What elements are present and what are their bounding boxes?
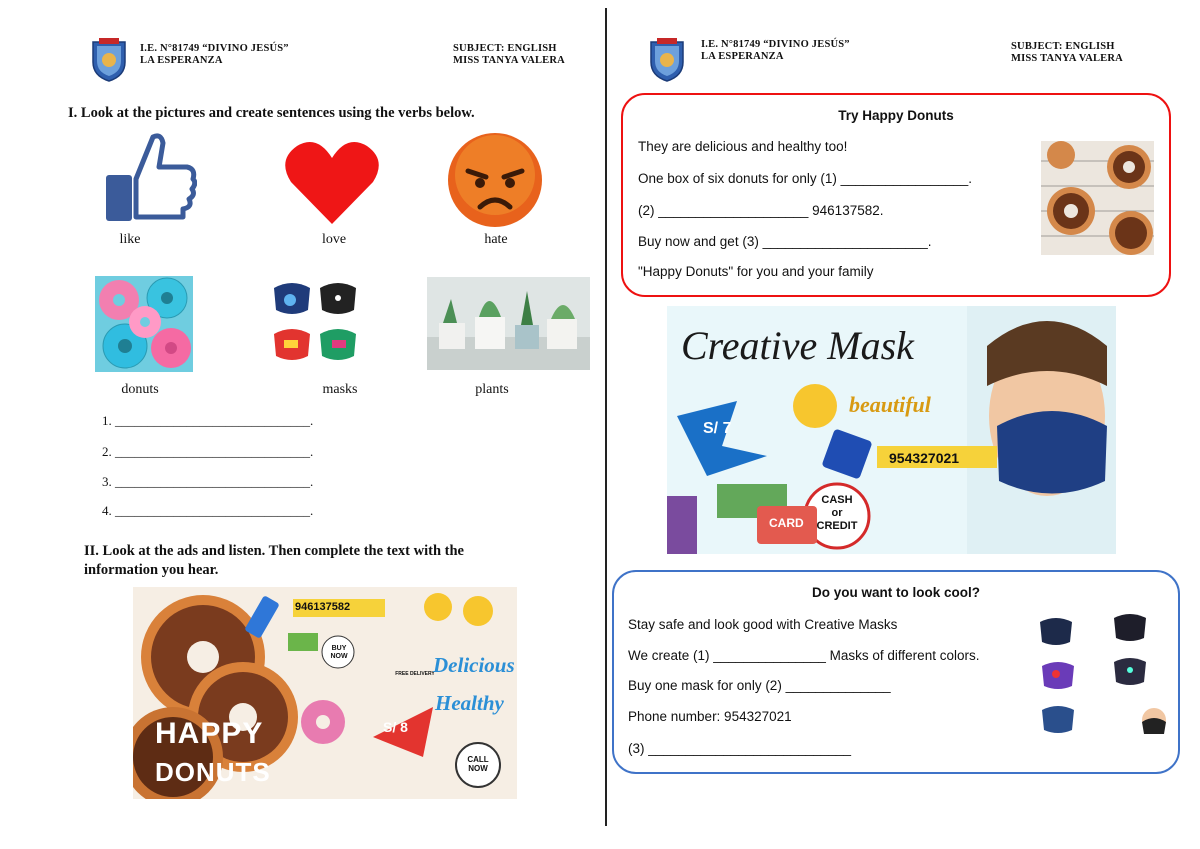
masks-picture	[270, 276, 362, 370]
donut-ad-image	[133, 587, 517, 799]
mask-ad-image	[667, 306, 1116, 554]
mask-box-title: Do you want to look cool?	[812, 585, 980, 600]
mask-box-line-1: Stay safe and look good with Creative Masks	[628, 617, 898, 632]
answer-line-3: 3. ______________________________.	[102, 474, 314, 489]
mask-ad-or: or	[831, 507, 843, 519]
mask-ad-title: Creative Mask	[681, 323, 914, 368]
subject-label: SUBJECT: ENGLISH	[453, 43, 557, 54]
verb-like: like	[119, 232, 141, 247]
answer-line-4: 4. ______________________________.	[102, 503, 314, 518]
donut-box-title: Try Happy Donuts	[838, 108, 954, 123]
mask-ad-credit: CREDIT	[816, 520, 858, 532]
exercise1-title: I. Look at the pictures and create sentences using the verbs below.	[68, 105, 475, 121]
mask-ad-card: CARD	[769, 516, 804, 530]
mask-box-line-5: (3) ___________________________	[628, 741, 851, 756]
donut-rack-picture	[1041, 141, 1154, 255]
mask-ad-price: S/ 7	[703, 420, 732, 437]
heart-icon	[283, 140, 381, 226]
donut-box-line-2: One box of six donuts for only (1) _________________.	[638, 171, 972, 186]
verb-hate: hate	[484, 232, 508, 247]
teacher-label-right: MISS TANYA VALERA	[1011, 53, 1123, 64]
school-town: LA ESPERANZA	[140, 55, 223, 66]
mask-ad-phone: 954327021	[889, 450, 960, 466]
donut-ad-delicious: Delicious	[433, 653, 515, 677]
teacher-label: MISS TANYA VALERA	[453, 55, 565, 66]
donut-ad-call-now: CALL NOW	[467, 755, 489, 773]
mask-ad-beautiful: beautiful	[849, 392, 931, 417]
thumbs-up-icon	[103, 131, 197, 223]
mask-box-line-4: Phone number: 954327021	[628, 709, 792, 724]
plants-picture	[427, 277, 590, 370]
mask-box-line-3: Buy one mask for only (2) ______________	[628, 678, 891, 693]
school-crest-icon	[89, 36, 129, 82]
answer-line-2: 2. ______________________________.	[102, 444, 314, 459]
donut-ad-donuts: DONUTS	[155, 757, 271, 787]
noun-donuts: donuts	[121, 382, 159, 397]
donut-box-line-5: "Happy Donuts" for you and your family	[638, 264, 874, 279]
donut-ad-price: S/ 8	[383, 719, 408, 735]
exercise2-title-line1: II. Look at the ads and listen. Then complete the text with the	[84, 543, 464, 559]
donut-box-line-3: (2) ____________________ 946137582.	[638, 203, 884, 218]
donut-ad-free-delivery: FREE DELIVERY	[395, 671, 435, 677]
mask-ad-cash: CASH	[821, 494, 853, 506]
school-name-right: I.E. N°81749 “DIVINO JESÚS”	[701, 39, 850, 50]
answer-line-1: 1. ______________________________.	[102, 413, 314, 428]
donut-ad-happy: HAPPY	[155, 717, 264, 750]
mask-collection-picture	[1036, 612, 1166, 746]
page-divider	[605, 8, 607, 826]
donuts-picture	[95, 276, 193, 372]
donut-box-line-4: Buy now and get (3) ______________________.	[638, 234, 932, 249]
donut-ad-buy-now: BUY NOW	[330, 645, 348, 660]
mask-box-line-2: We create (1) _______________ Masks of different colors.	[628, 648, 980, 663]
donut-ad-healthy: Healthy	[435, 691, 504, 715]
noun-masks: masks	[322, 382, 358, 397]
school-name: I.E. N°81749 “DIVINO JESÚS”	[140, 43, 289, 54]
noun-plants: plants	[475, 382, 509, 397]
angry-face-icon	[446, 131, 544, 229]
donut-box-line-1: They are delicious and healthy too!	[638, 139, 848, 154]
verb-love: love	[321, 232, 347, 247]
school-town-right: LA ESPERANZA	[701, 51, 784, 62]
donut-ad-phone: 946137582	[295, 601, 351, 613]
exercise2-title-line2: information you hear.	[84, 562, 219, 578]
subject-label-right: SUBJECT: ENGLISH	[1011, 41, 1115, 52]
school-crest-icon-right	[647, 36, 687, 82]
